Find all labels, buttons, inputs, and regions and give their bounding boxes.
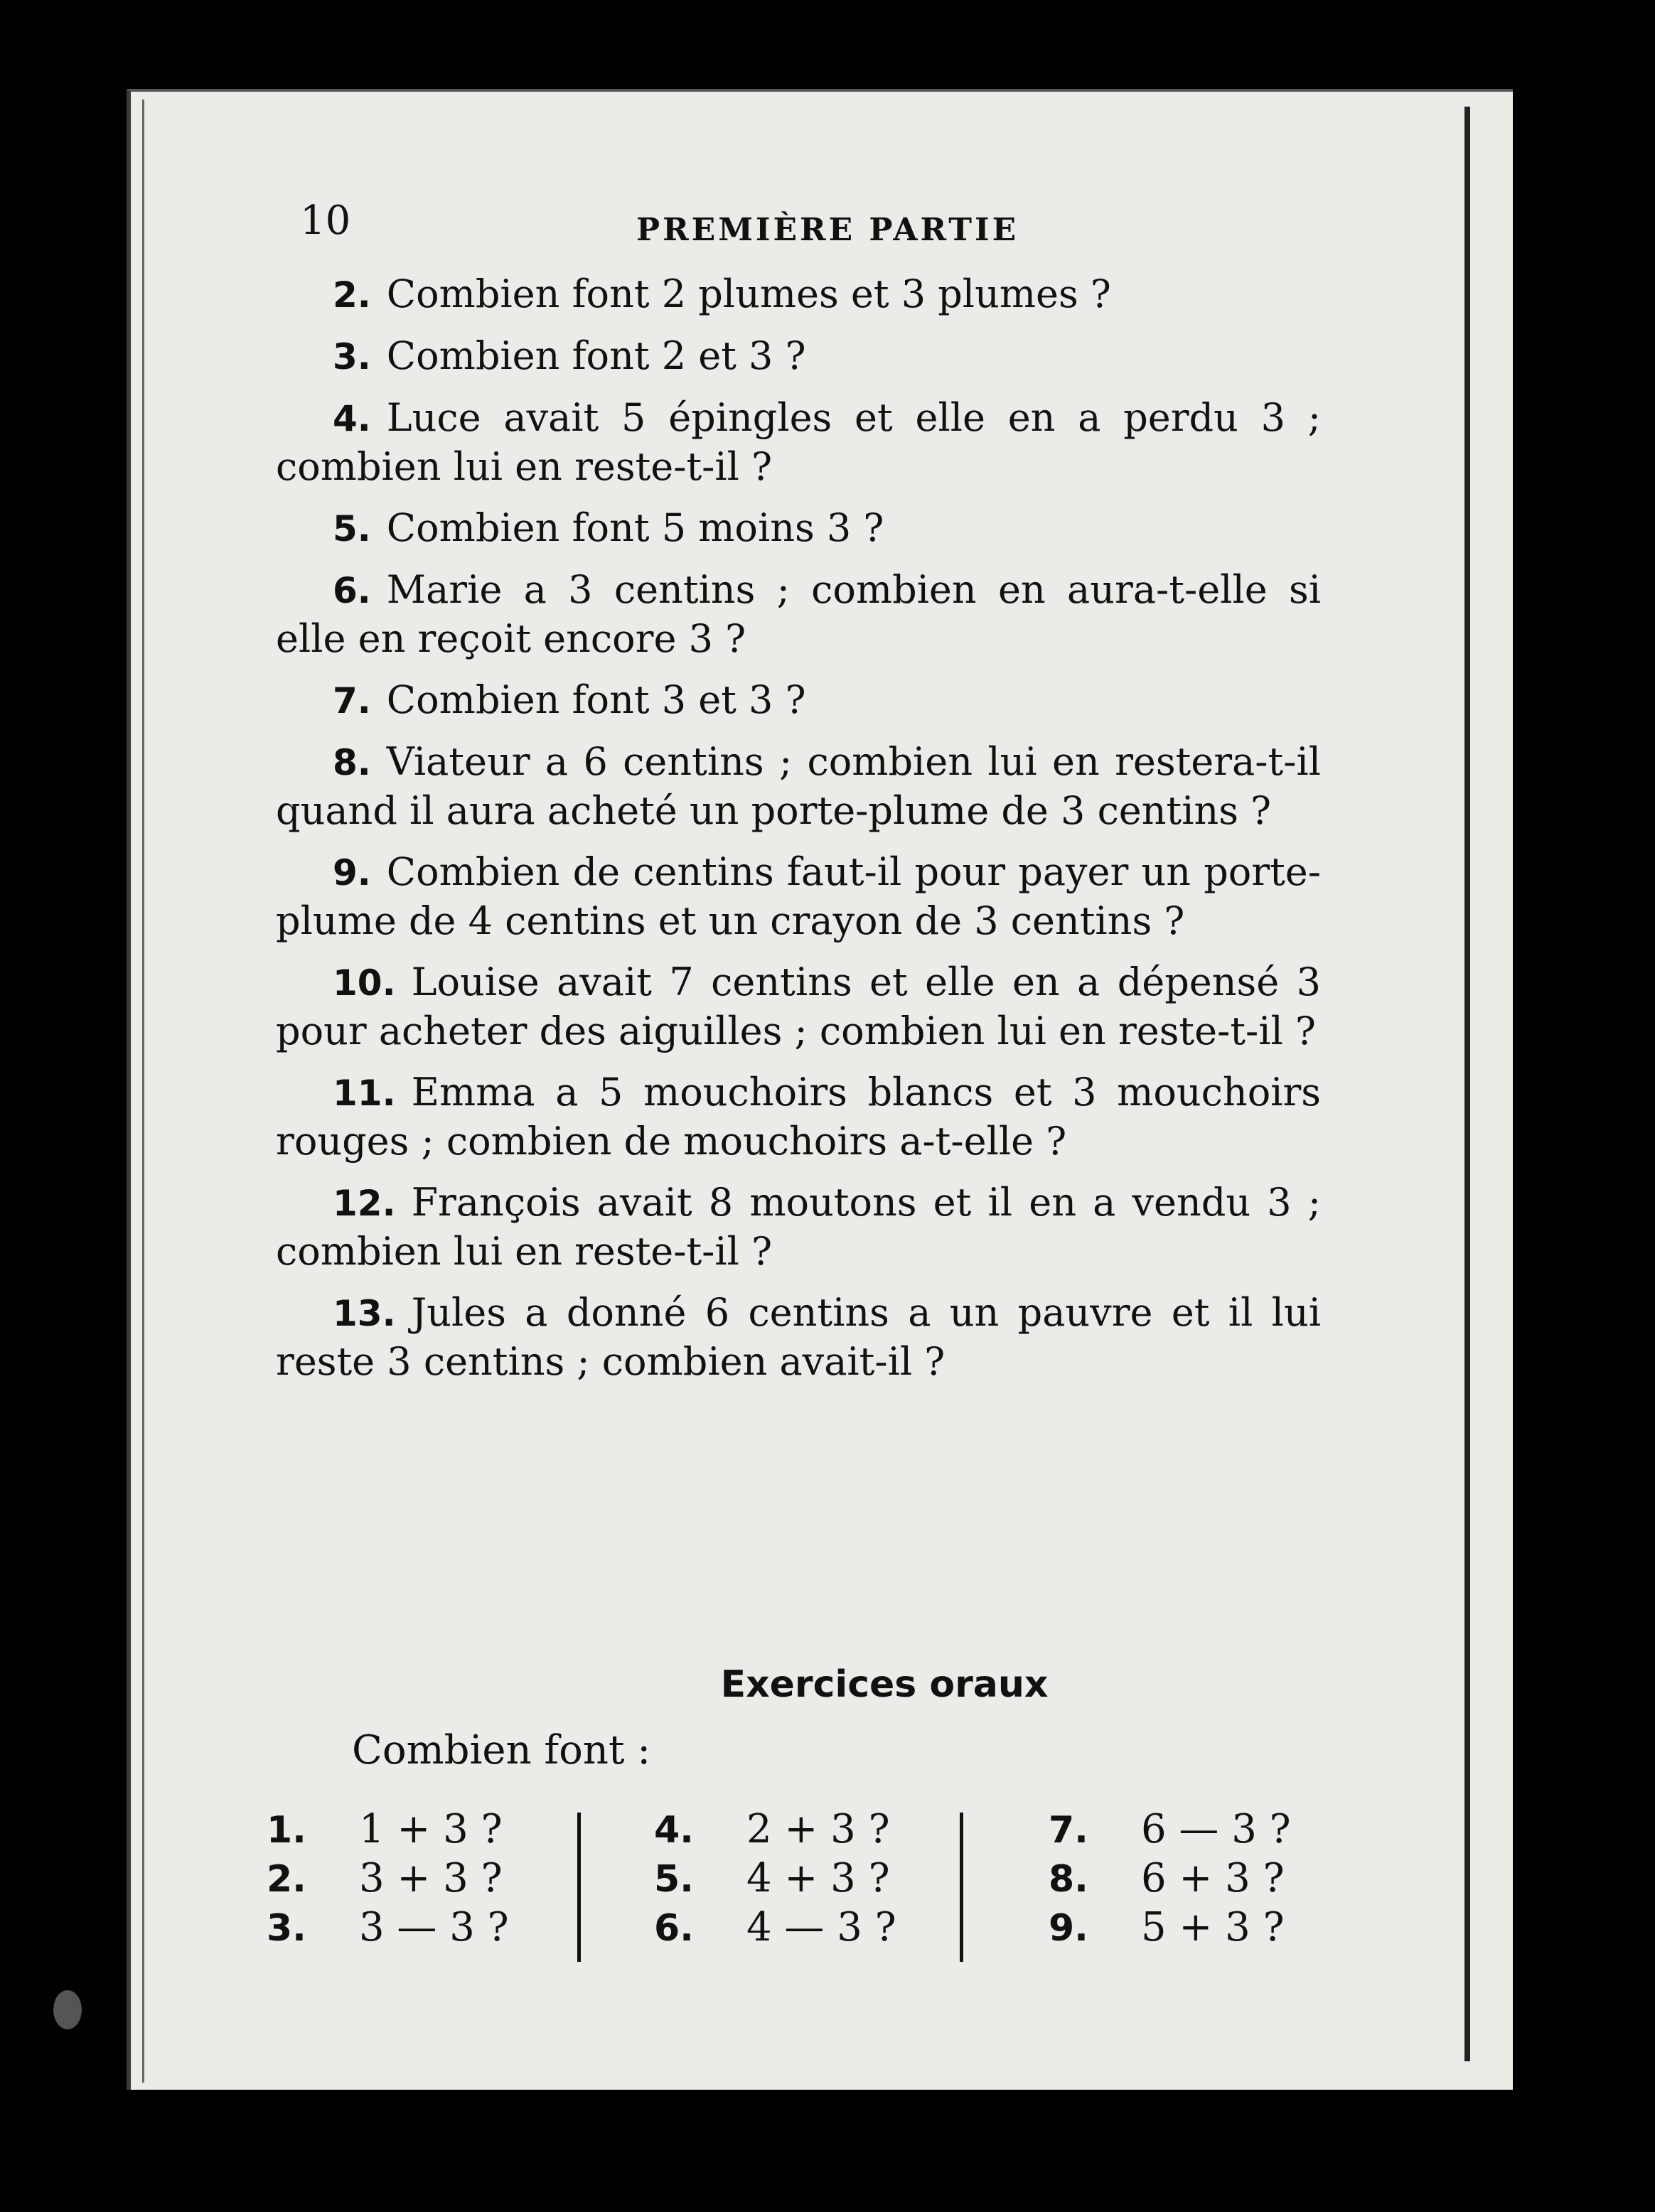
exercise-number: 8. (1049, 1858, 1088, 1901)
exercise-expression: 3 + 3 ? (359, 1855, 503, 1901)
running-header: PREMIÈRE PARTIE (636, 212, 1019, 248)
exercise-expression: 4 — 3 ? (746, 1904, 896, 1950)
problem-number: 13. (333, 1293, 396, 1334)
exercise-expression: 5 + 3 ? (1141, 1904, 1285, 1950)
exercise-expression: 6 — 3 ? (1141, 1806, 1291, 1852)
problem-number: 2. (333, 274, 371, 316)
problem-number: 5. (333, 508, 371, 549)
exercise-number: 1. (267, 1809, 306, 1852)
problem-item (276, 270, 1321, 319)
exercise-number: 7. (1049, 1809, 1088, 1852)
exercise-expression: 6 + 3 ? (1141, 1855, 1285, 1901)
page-spine-line (142, 100, 144, 2083)
exercise-row (1049, 1854, 1291, 1904)
exercise-expression: 4 + 3 ? (746, 1855, 890, 1901)
problem-text: Combien font 2 et 3 ? (386, 333, 806, 378)
problem-item (276, 738, 1321, 835)
column-divider (960, 1813, 963, 1962)
column-divider (577, 1813, 581, 1962)
problem-text: Combien font 2 plumes et 3 plumes ? (386, 272, 1111, 316)
problem-item (276, 504, 1321, 553)
problem-text: Luce avait 5 épingles et elle en a perdu 3 ; combien lui en reste-t-il ? (276, 395, 1321, 489)
problem-text: Marie a 3 centins ; combien en aura-t-elle si elle en reçoit encore 3 ? (276, 567, 1321, 661)
problem-number: 6. (333, 570, 371, 611)
exercise-expression: 2 + 3 ? (746, 1806, 890, 1852)
problem-text: Combien de centins faut-il pour payer un porte-plume de 4 centins et un crayon de 3 centins ? (276, 849, 1321, 943)
problem-item (276, 958, 1321, 1056)
exercise-row (267, 1904, 509, 1953)
exercise-column-3 (1049, 1805, 1291, 1953)
problem-item (276, 1068, 1321, 1166)
exercise-row (267, 1805, 509, 1854)
problem-text: Combien font 3 et 3 ? (386, 677, 806, 722)
problem-item (276, 1289, 1321, 1386)
exercise-row (1049, 1805, 1291, 1854)
page-number: 10 (300, 198, 351, 244)
exercise-number: 3. (267, 1907, 306, 1950)
problem-text: Emma a 5 mouchoirs blancs et 3 mouchoirs rouges ; combien de mouchoirs a-t-elle ? (276, 1070, 1321, 1164)
exercise-number: 6. (654, 1907, 694, 1950)
exercise-row (1049, 1904, 1291, 1953)
exercise-expression: 3 — 3 ? (359, 1904, 509, 1950)
problem-number: 12. (333, 1183, 396, 1224)
section-title: Exercices oraux (720, 1663, 1049, 1706)
exercise-column-2 (654, 1805, 896, 1953)
problem-number: 11. (333, 1073, 396, 1114)
exercise-row (654, 1904, 896, 1953)
problem-number: 8. (333, 742, 371, 783)
exercise-number: 2. (267, 1858, 306, 1901)
problem-item (276, 848, 1321, 945)
problem-text: Jules a donné 6 centins a un pauvre et il lui reste 3 centins ; combien avait-il ? (276, 1290, 1321, 1384)
exercise-row (654, 1854, 896, 1904)
exercise-number: 9. (1049, 1907, 1088, 1950)
exercise-number: 5. (654, 1858, 694, 1901)
problem-text: Viateur a 6 centins ; combien lui en restera-t-il quand il aura acheté un porte-plume de 3 centins ? (276, 739, 1321, 833)
problem-item (276, 332, 1321, 381)
problem-number: 3. (333, 336, 371, 377)
problem-text: François avait 8 moutons et il en a vendu 3 ; combien lui en reste-t-il ? (276, 1180, 1321, 1274)
problem-list (276, 270, 1321, 1399)
exercise-expression: 1 + 3 ? (359, 1806, 503, 1852)
problem-number: 4. (333, 398, 371, 439)
scan-smudge (53, 1990, 82, 2029)
problem-item (276, 566, 1321, 663)
problem-item (276, 676, 1321, 725)
problem-item (276, 394, 1321, 491)
exercise-number: 4. (654, 1809, 694, 1852)
page-edge-right (1464, 107, 1470, 2061)
problem-text: Louise avait 7 centins et elle en a dépensé 3 pour acheter des aiguilles ; combien lui en reste-t-il ? (276, 960, 1321, 1053)
exercise-row (267, 1854, 509, 1904)
problem-number: 10. (333, 962, 396, 1004)
problem-number: 9. (333, 852, 371, 893)
exercise-column-1 (267, 1805, 509, 1953)
exercise-intro: Combien font : (352, 1727, 651, 1773)
exercise-row (654, 1805, 896, 1854)
problem-item (276, 1179, 1321, 1276)
problem-text: Combien font 5 moins 3 ? (386, 505, 884, 550)
problem-number: 7. (333, 680, 371, 721)
